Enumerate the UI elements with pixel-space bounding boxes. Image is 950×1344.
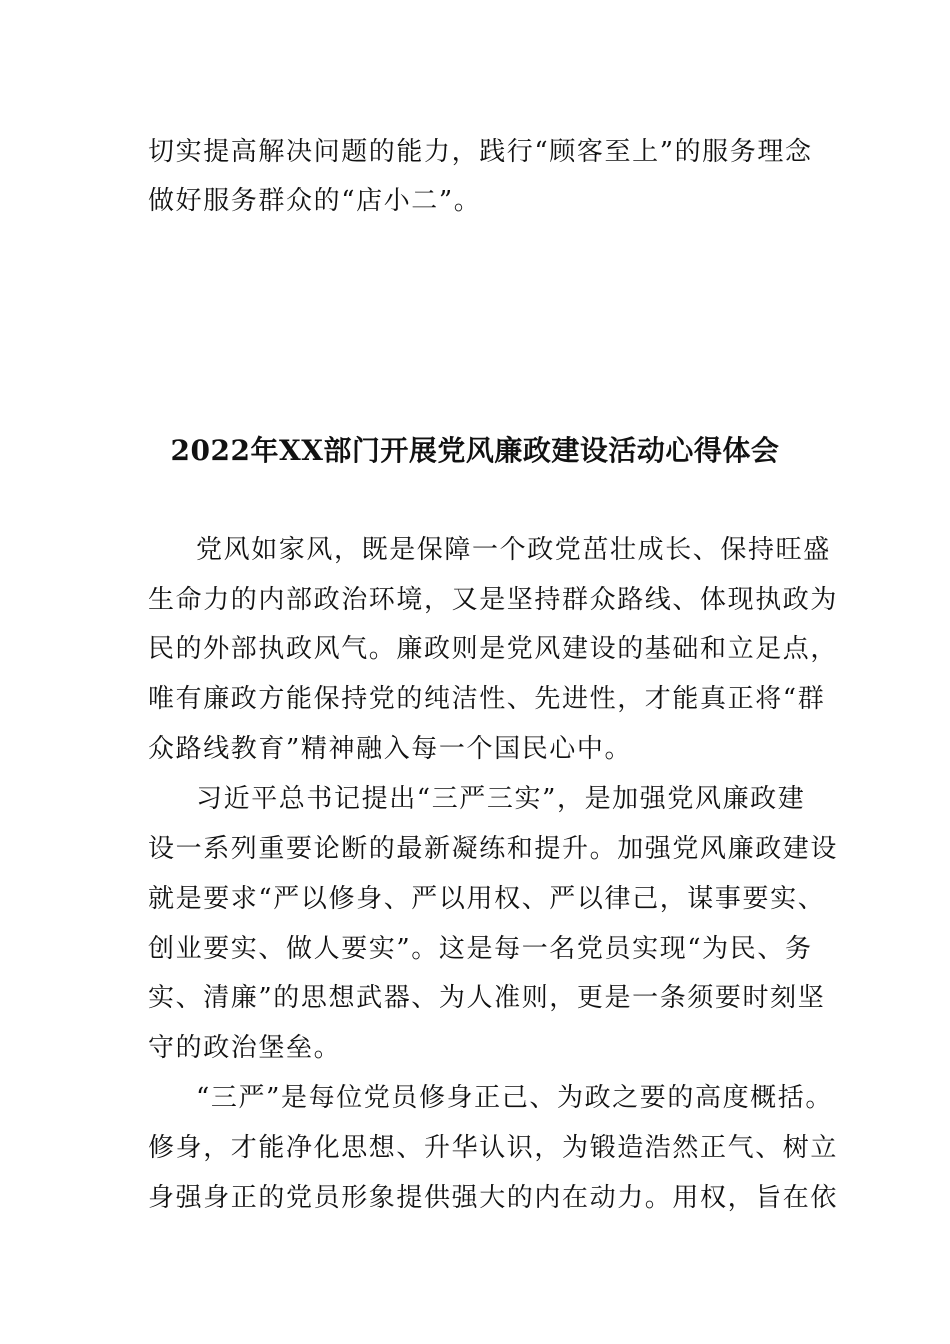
paragraph-3-line-2: 修身，才能净化思想、升华认识，为锻造浩然正气、树立 [148, 1133, 839, 1163]
paragraph-3-line-3: 身强身正的党员形象提供强大的内在动力。用权，旨在依 [148, 1183, 839, 1213]
document-title: 2022年XX部门开展党风廉政建设活动心得体会 [170, 434, 780, 467]
paragraph-1-line-1: 党风如家风，既是保障一个政党茁壮成长、保持旺盛 [196, 535, 831, 565]
paragraph-2-line-4: 创业要实、做人要实”。这是每一名党员实现“为民、务 [148, 934, 813, 964]
intro-line-2: 做好服务群众的“店小二”。 [148, 186, 482, 216]
paragraph-2-line-1: 习近平总书记提出“三严三实”，是加强党风廉政建 [196, 784, 806, 814]
paragraph-2-line-3: 就是要求“严以修身、严以用权、严以律己，谋事要实、 [148, 884, 826, 914]
paragraph-1-line-5: 众路线教育”精神融入每一个国民心中。 [148, 734, 633, 764]
intro-line-1: 切实提高解决问题的能力，践行“顾客至上”的服务理念 [148, 137, 813, 167]
paragraph-1-line-3: 民的外部执政风气。廉政则是党风建设的基础和立足点， [148, 634, 839, 664]
paragraph-2-line-2: 设一系列重要论断的最新凝练和提升。加强党风廉政建设 [148, 834, 839, 864]
paragraph-3-line-1: “三严”是每位党员修身正己、为政之要的高度概括。 [196, 1083, 833, 1113]
paragraph-2-line-6: 守的政治堡垒。 [148, 1033, 342, 1063]
paragraph-2-line-5: 实、清廉”的思想武器、为人准则，更是一条须要时刻坚 [148, 983, 826, 1013]
paragraph-1-line-2: 生命力的内部政治环境，又是坚持群众路线、体现执政为 [148, 585, 839, 615]
paragraph-1-line-4: 唯有廉政方能保持党的纯洁性、先进性，才能真正将“群 [148, 684, 826, 714]
